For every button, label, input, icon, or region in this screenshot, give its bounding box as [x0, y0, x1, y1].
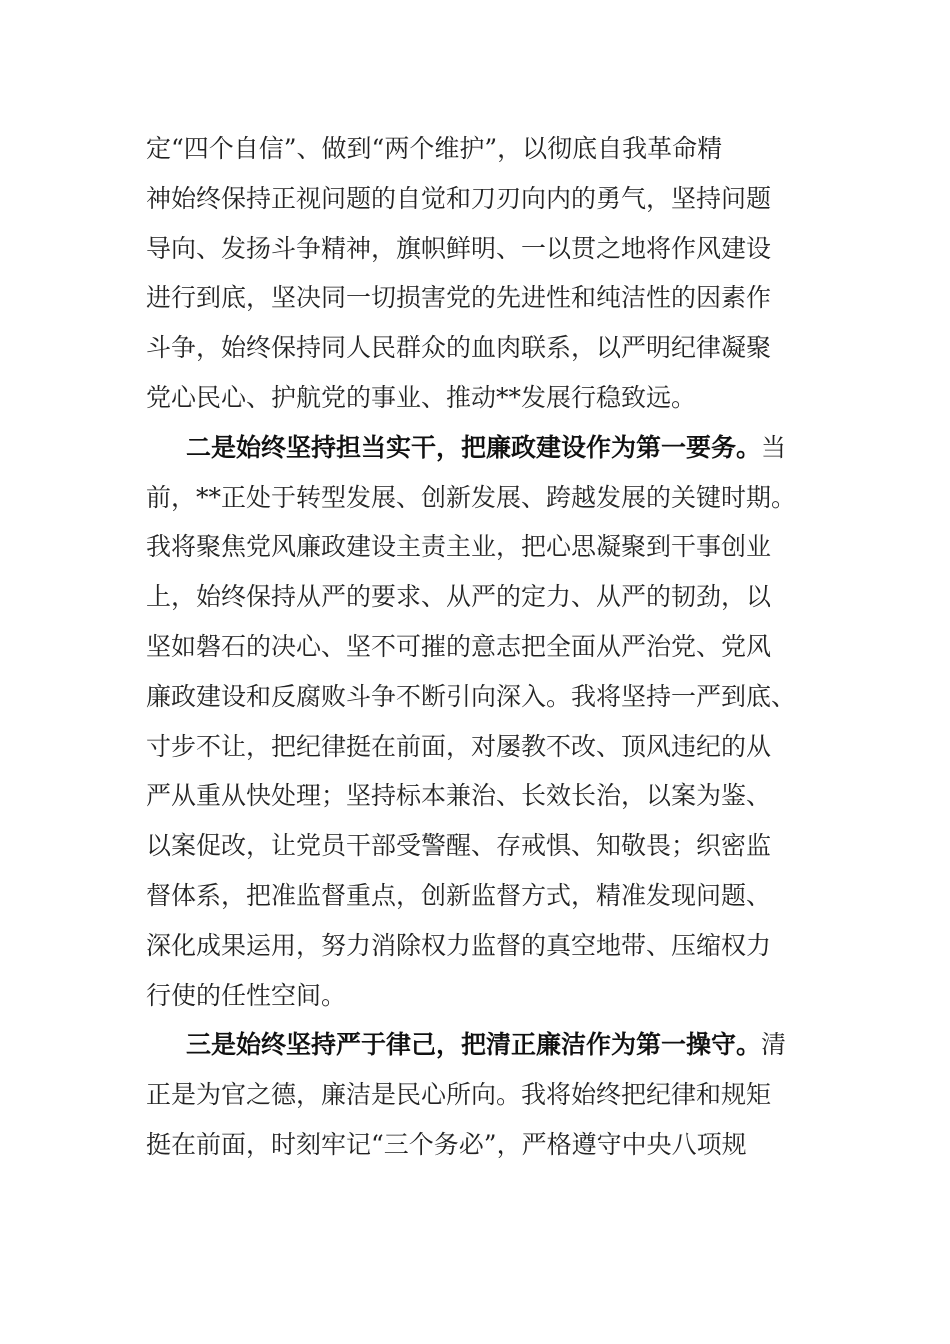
body-line: 斗争，始终保持同人民群众的血肉联系，以严明纪律凝聚 [146, 333, 772, 363]
body-line: 前，**正处于转型发展、创新发展、跨越发展的关键时期。 [146, 482, 797, 512]
paragraph-3-heading: 三是始终坚持严于律己，把清正廉洁作为第一操守。 [186, 1030, 762, 1060]
document-body [146, 124, 796, 1170]
body-line: 党心民心、护航党的事业、推动**发展行稳致远。 [146, 382, 697, 412]
body-line: 以案促改，让党员干部受警醒、存戒惧、知敬畏；织密监 [146, 831, 772, 861]
body-line: 进行到底，坚决同一切损害党的先进性和纯洁性的因素作 [146, 283, 772, 313]
paragraph-2-first-line [146, 423, 796, 473]
body-line: 神始终保持正视问题的自觉和刀刃向内的勇气，坚持问题 [146, 183, 772, 213]
paragraph-2-first-tail: 当 [761, 432, 787, 462]
body-line: 导向、发扬斗争精神，旗帜鲜明、一以贯之地将作风建设 [146, 233, 772, 263]
body-line: 行使的任性空间。 [146, 980, 347, 1010]
body-line: 廉政建设和反腐败斗争不断引向深入。我将坚持一严到底、 [146, 681, 797, 711]
body-line: 定“四个自信”、做到“两个维护”，以彻底自我革命精 [146, 134, 723, 163]
body-line: 我将聚焦党风廉政建设主责主业，把心思凝聚到干事创业 [146, 532, 772, 562]
body-line: 深化成果运用，努力消除权力监督的真空地带、压缩权力 [146, 930, 772, 960]
body-line: 正是为官之德，廉洁是民心所向。我将始终把纪律和规矩 [146, 1080, 772, 1110]
body-line: 督体系，把准监督重点，创新监督方式，精准发现问题、 [146, 880, 772, 910]
paragraph-2-heading: 二是始终坚持担当实干，把廉政建设作为第一要务。 [186, 432, 762, 462]
body-line: 坚如磐石的决心、坚不可摧的意志把全面从严治党、党风 [146, 631, 772, 661]
body-line: 严从重从快处理；坚持标本兼治、长效长治，以案为鉴、 [146, 781, 772, 811]
body-line: 上，始终保持从严的要求、从严的定力、从严的韧劲，以 [146, 582, 772, 612]
body-line: 寸步不让，把纪律挺在前面，对屡教不改、顶风违纪的从 [146, 731, 772, 761]
paragraph-3-first-tail: 清 [761, 1030, 787, 1060]
paragraph-3-first-line [146, 1020, 796, 1070]
body-line: 挺在前面，时刻牢记“三个务必”，严格遵守中央八项规 [146, 1129, 747, 1159]
